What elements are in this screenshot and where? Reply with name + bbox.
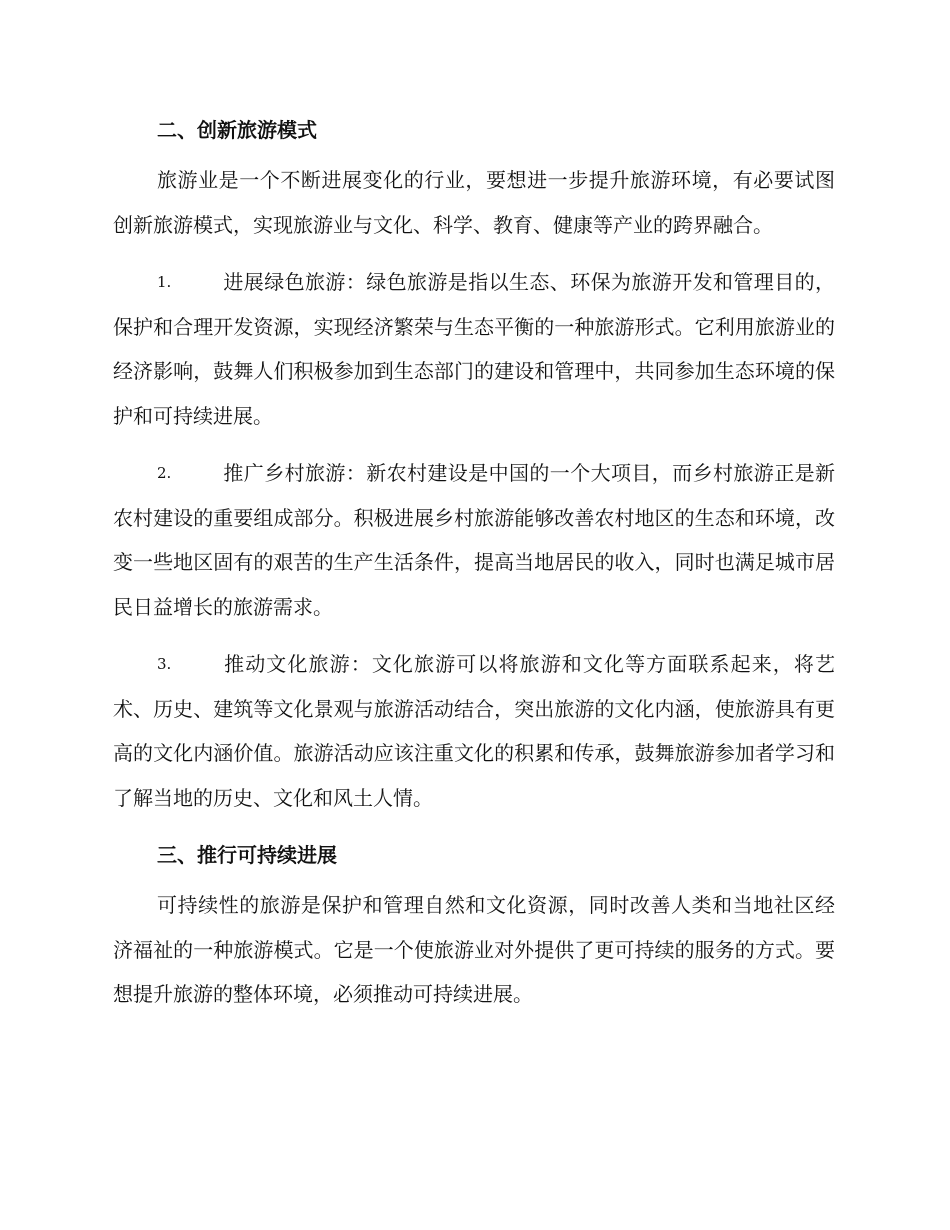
- list-item-green-tourism: [113, 260, 835, 438]
- spacer: [113, 820, 835, 833]
- spacer: [113, 438, 835, 451]
- list-item-number: 2.: [157, 464, 172, 482]
- list-item-text: 推动文化旅游：文化旅游可以将旅游和文化等方面联系起来，将艺术、历史、建筑等文化景观与旅游活动结合，突出旅游的文化内涵，使旅游具有更高的文化内涵价值。旅游活动应该注重文化的积累和传承，鼓舞旅游参加者学习和了解当地的历史、文化和风土人情。: [113, 652, 835, 810]
- list-item-number: 3.: [157, 655, 172, 673]
- section-intro-paragraph: 旅游业是一个不断进展变化的行业，要想进一步提升旅游环境，有必要试图创新旅游模式，实现旅游业与文化、科学、教育、健康等产业的跨界融合。: [113, 168, 835, 237]
- section-heading-sustainable: 三、推行可持续进展: [157, 843, 337, 867]
- list-item-cultural-tourism: [113, 642, 835, 820]
- spacer: [113, 629, 835, 642]
- list-item-number: 1.: [157, 273, 172, 291]
- spacer: [113, 247, 835, 260]
- list-item-text: 推广乡村旅游：新农村建设是中国的一个大项目，而乡村旅游正是新农村建设的重要组成部分。积极进展乡村旅游能够改善农村地区的生态和环境，改变一些地区固有的艰苦的生产生活条件，提高当地居民的收入，同时也满足城市居民日益增长的旅游需求。: [113, 461, 835, 619]
- sustainable-paragraph: 可持续性的旅游是保护和管理自然和文化资源，同时改善人类和当地社区经济福祉的一种旅游模式。它是一个使旅游业对外提供了更可持续的服务的方式。要想提升旅游的整体环境，必须推动可持续进展。: [113, 893, 835, 1006]
- list-item-text: 进展绿色旅游：绿色旅游是指以生态、环保为旅游开发和管理目的，保护和合理开发资源，实现经济繁荣与生态平衡的一种旅游形式。它利用旅游业的经济影响，鼓舞人们积极参加到生态部门的建设和管理中，共同参加生态环境的保护和可持续进展。: [113, 270, 835, 428]
- section-heading-innovate: 二、创新旅游模式: [157, 118, 317, 142]
- document-body: [113, 108, 835, 1017]
- list-item-rural-tourism: [113, 451, 835, 629]
